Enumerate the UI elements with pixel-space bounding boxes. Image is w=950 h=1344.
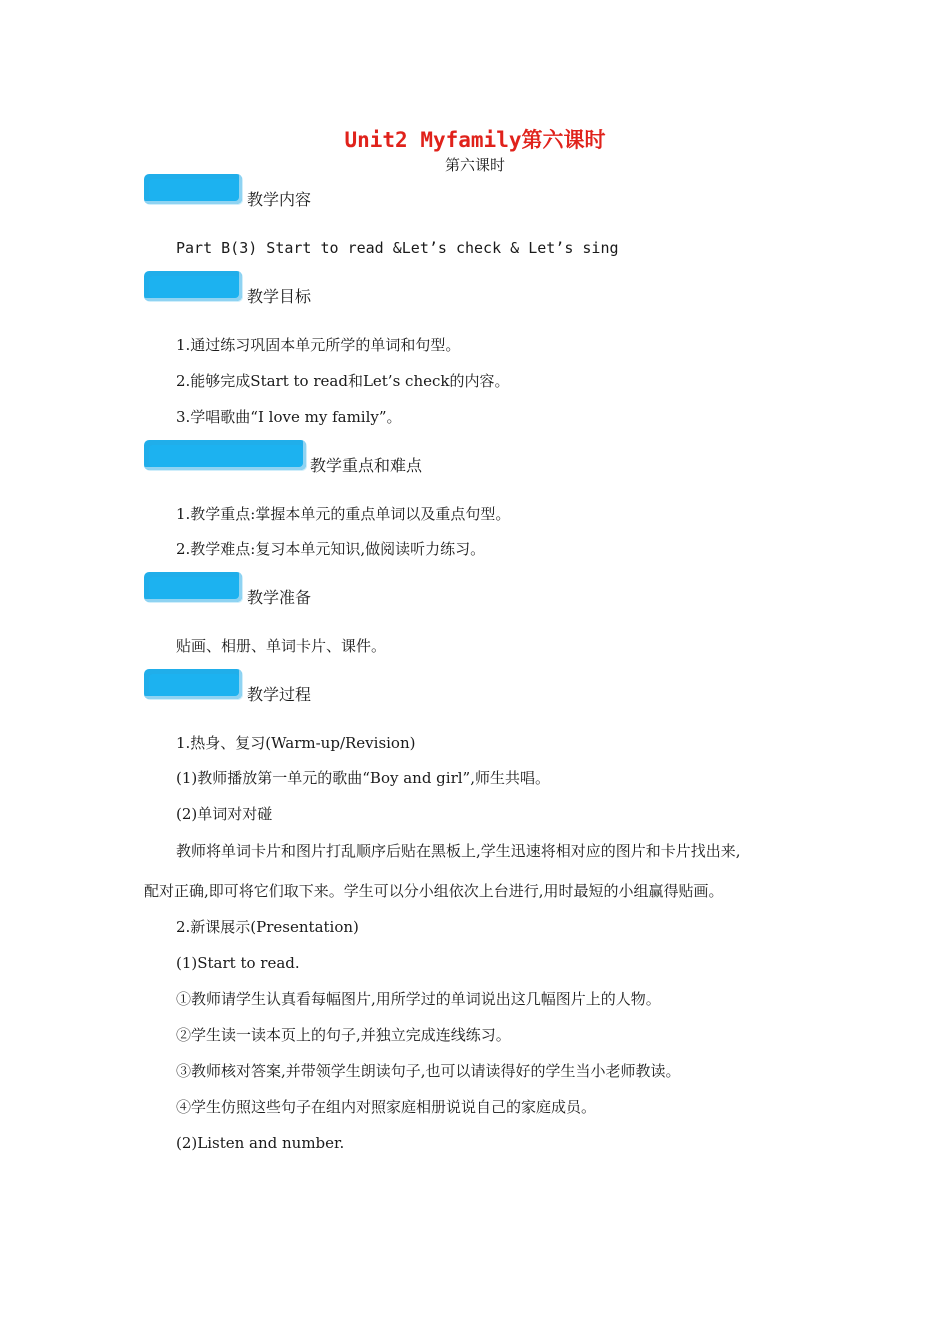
process-line: ③教师核对答案,并带领学生朗读句子,也可以请读得好的学生当小老师教读。 bbox=[176, 1062, 681, 1080]
process-line: 教师将单词卡片和图片打乱顺序后贴在黑板上,学生迅速将相对应的图片和卡片找出来, bbox=[176, 842, 741, 860]
content-text: Part B(3) Start to read &Let’s check & Let’s sing bbox=[176, 239, 619, 257]
process-line: (1)教师播放第一单元的歌曲“Boy and girl”,师生共唱。 bbox=[176, 769, 550, 787]
section-label: 教学过程 bbox=[247, 685, 312, 704]
prep-text: 贴画、相册、单词卡片、课件。 bbox=[176, 637, 387, 655]
process-line: ④学生仿照这些句子在组内对照家庭相册说说自己的家庭成员。 bbox=[176, 1098, 597, 1116]
section-tab-decoration bbox=[144, 572, 242, 602]
goal-item: 2.能够完成Start to read和Let’s check的内容。 bbox=[176, 372, 510, 390]
section-header-process bbox=[144, 669, 344, 705]
process-line: ①教师请学生认真看每幅图片,用所学过的单词说出这几幅图片上的人物。 bbox=[176, 990, 661, 1008]
focus-item: 2.教学难点:复习本单元知识,做阅读听力练习。 bbox=[176, 540, 486, 558]
section-header-content bbox=[144, 174, 344, 210]
section-header-goals bbox=[144, 271, 344, 307]
process-heading: 2.新课展示(Presentation) bbox=[176, 918, 359, 936]
section-tab-decoration bbox=[144, 174, 242, 204]
goal-item: 1.通过练习巩固本单元所学的单词和句型。 bbox=[176, 336, 461, 354]
section-label: 教学内容 bbox=[247, 190, 312, 209]
goal-item: 3.学唱歌曲“I love my family”。 bbox=[176, 408, 402, 426]
section-tab-decoration bbox=[144, 271, 242, 301]
section-label: 教学准备 bbox=[247, 588, 312, 607]
process-line: (2)单词对对碰 bbox=[176, 805, 273, 823]
document-subtitle: 第六课时 bbox=[444, 156, 505, 174]
section-label: 教学目标 bbox=[247, 287, 312, 306]
section-label: 教学重点和难点 bbox=[310, 456, 423, 475]
section-header-prep bbox=[144, 572, 344, 608]
section-header-focus bbox=[144, 440, 444, 476]
section-tab-decoration bbox=[144, 440, 306, 470]
process-line: (1)Start to read. bbox=[176, 954, 300, 972]
process-line: (2)Listen and number. bbox=[176, 1134, 345, 1152]
section-tab-decoration bbox=[144, 669, 242, 699]
document-title: Unit2 Myfamily第六课时 bbox=[344, 128, 606, 152]
process-heading: 1.热身、复习(Warm-up/Revision) bbox=[176, 734, 416, 752]
process-line: ②学生读一读本页上的句子,并独立完成连线练习。 bbox=[176, 1026, 511, 1044]
process-line: 配对正确,即可将它们取下来。学生可以分小组依次上台进行,用时最短的小组赢得贴画。 bbox=[144, 882, 724, 900]
focus-item: 1.教学重点:掌握本单元的重点单词以及重点句型。 bbox=[176, 505, 511, 523]
